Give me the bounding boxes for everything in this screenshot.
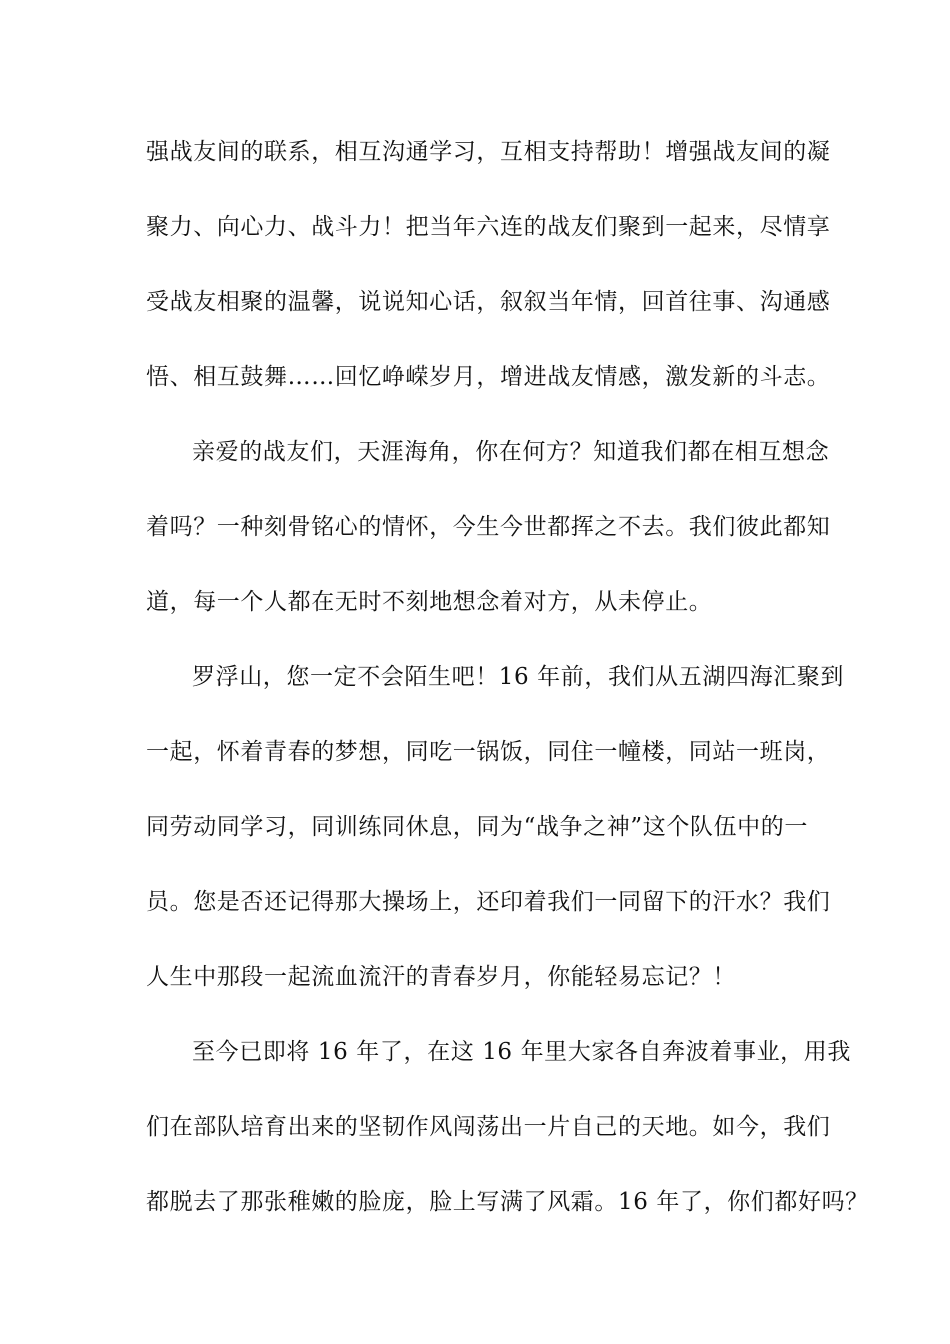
paragraph-start-line: 罗浮山，您一定不会陌生吧！16 年前，我们从五湖四海汇聚到 [192,664,844,690]
text-line: 同劳动同学习，同训练同休息，同为“战争之神”这个队伍中的一 [146,814,808,840]
text-line: 员。您是否还记得那大操场上，还印着我们一同留下的汗水？我们 [146,889,831,915]
text-line: 们在部队培育出来的坚韧作风闯荡出一片自己的天地。如今，我们 [146,1114,831,1140]
text-line: 人生中那段一起流血流汗的青春岁月，你能轻易忘记？！ [146,964,736,990]
paragraph-start-line: 至今已即将 16 年了，在这 16 年里大家各自奔波着事业，用我 [192,1039,851,1065]
paragraph-start-line: 亲爱的战友们，天涯海角，你在何方？知道我们都在相互想念 [192,439,830,465]
document-body [146,126,869,1251]
text-line: 聚力、向心力、战斗力！把当年六连的战友们聚到一起来，尽情享 [146,214,831,240]
text-line: 一起，怀着青春的梦想，同吃一锅饭，同住一幢楼，同站一班岗， [146,739,831,765]
text-line: 受战友相聚的温馨，说说知心话，叙叙当年情，回首往事、沟通感 [146,289,831,315]
text-line: 强战友间的联系，相互沟通学习，互相支持帮助！增强战友间的凝 [146,139,831,165]
text-line: 悟、相互鼓舞……回忆峥嵘岁月，增进战友情感，激发新的斗志。 [146,364,831,390]
text-line: 都脱去了那张稚嫩的脸庞，脸上写满了风霜。16 年了，你们都好吗？ [146,1189,869,1215]
text-line: 道，每一个人都在无时不刻地想念着对方，从未停止。 [146,589,713,615]
text-line: 着吗？一种刻骨铭心的情怀，今生今世都挥之不去。我们彼此都知 [146,514,831,540]
